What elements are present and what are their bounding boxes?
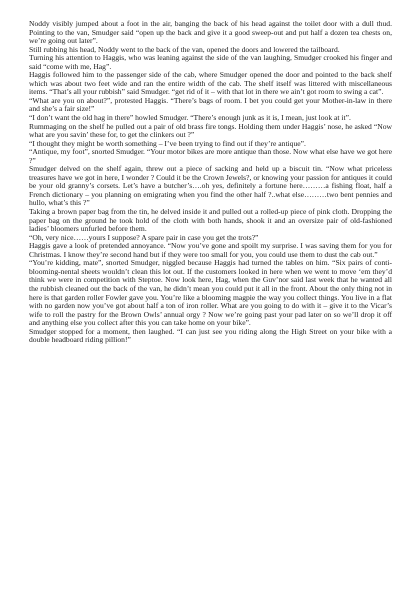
paragraph: “Oh, very nice……yours I suppose? A spare pair in case you get the trots?” [29, 232, 259, 242]
paragraph: Taking a brown paper bag from the tin, he delved inside it and pulled out a rolled-up piece of pink cloth. Dropping the paper bag on the ground he took hold of the cloth with both hands, shook it and an oversize pair of old-fashioned ladies’ bloomers unfurled before them. [29, 207, 392, 234]
paragraph: Turning his attention to Haggis, who was leaning against the side of the van laughing, Smudger crooked his finger and said “come with me, Hag”. [29, 53, 392, 71]
paragraph: Rummaging on the shelf he pulled out a pair of old brass fire tongs. Holding them under Haggis’ nose, he asked “Now what are you savin’ these for, to get the clinkers out ?” [29, 121, 392, 140]
paragraph: Noddy visibly jumped about a foot in the air, banging the back of his head against the toilet door with a dull thud. Pointing to the van, Smudger said “open up the back and give it a good sweep-out and put half a dozen tea chests on, we’re going out later”. [29, 19, 392, 46]
paragraph: Still rubbing his head, Noddy went to the back of the van, opened the doors and lowered the tailboard. [29, 44, 340, 54]
paragraph: “Antique, my foot”, snorted Smudger. “Your motor bikes are more antique than those. Now what else have we got here ?” [29, 147, 392, 165]
paragraph: Haggis followed him to the passenger side of the cab, where Smudger opened the door and pointed to the back shelf which was about two feet wide and ran the entire width of the cab. The shelf itself was littered with miscellaneous items. “That’s all your rubbish” said Smudger. “get rid of it – with that lot in there we ain’t got room to swing a cat”. [29, 70, 392, 97]
paragraph: Smudger stopped for a moment, then laughed. “I can just see you riding along the High Street on your bike with a double headboard riding pillion!” [29, 326, 392, 345]
paragraph: “What are you on about?”, protested Haggis. “There’s bags of room. I bet you could get your Mother-in-law in there and she’s a fair size!” [29, 95, 392, 114]
paragraph: “You’re kidding, mate”, snorted Smudger, niggled because Haggis had turned the tables on him. “Six pairs of conti-blooming-nental sheets wouldn’t clean this lot out. If the customers looked in here when we went to move ‘em they’d think we were in competition with Steptoe. Now look here, Hag, when the Guv’nor said last week that he wanted all the rubbish cleaned out the back of the van, he didn’t mean you could put it all in the front. About the only thing not in here is that garden roller Fowler gave you. You’re like a blooming magpie the way you collect things. You live in a flat with no garden now you’ve got about half a ton of iron roller. What are you going to do with it – give it to the Vicar’s wife to roll the pastry for the Brown Owls’ annual orgy ? Now we’re going past your pad later on so we’ll drop it off and anything else you collect after this you can take home on your bike”. [29, 258, 392, 328]
paragraph: Smudger delved on the shelf again, threw out a piece of sacking and held up a biscuit tin. “Now what priceless treasures have we got in here, I wonder ? Could it be the Crown Jewels?, or knowing your passion for antiques it could be your old granny’s corsets. Let’s have a butcher’s….oh yes, definitely a fortune here………a fishing float, half a French dictionary – you planning on emigrating when you find the other half ?..what else………two bent pennies and hullo, what’s this ?” [29, 164, 392, 208]
paragraph: “I thought they might be worth something – I’ve been trying to find out if they’re antique”. [29, 138, 306, 148]
paragraph: Haggis gave a look of pretended annoyance. “Now you’ve gone and spoilt my surprise. I was saving them for you for Christmas. I know they’re second hand but if they were too small for you, you could use them to dust the cab out.” [29, 241, 392, 259]
paragraph: “I don’t want the old hag in there” howled Smudger. “There’s enough junk as it is, I mean, just look at it”. [29, 113, 351, 123]
